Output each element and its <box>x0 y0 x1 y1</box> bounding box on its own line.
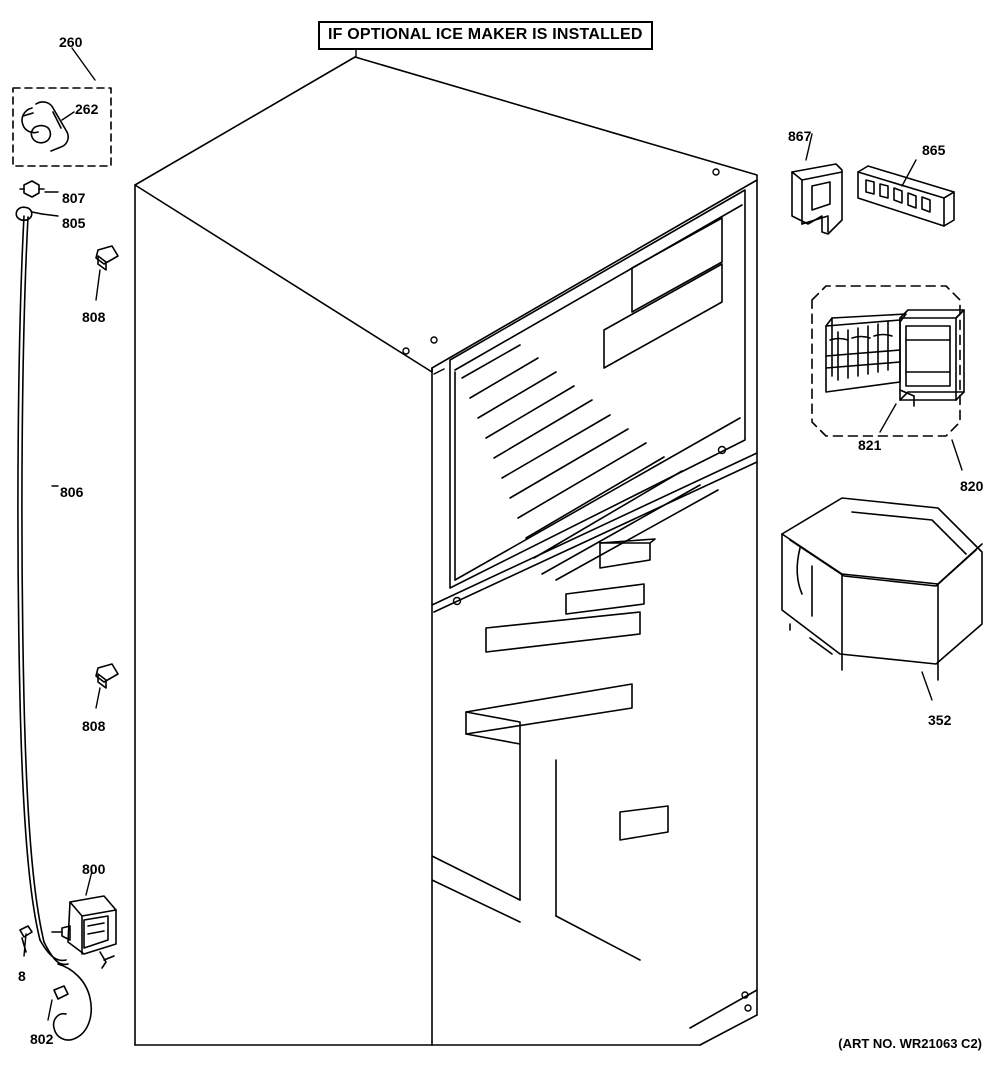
callout-800: 800 <box>82 861 106 877</box>
callout-865: 865 <box>922 142 946 158</box>
part-867-ice-chute <box>792 134 842 234</box>
part-352-ice-bucket <box>782 498 982 700</box>
art-number: (ART NO. WR21063 C2) <box>838 1036 982 1051</box>
callout-260: 260 <box>59 34 83 50</box>
part-820-group <box>812 286 964 470</box>
part-808-clamp-top <box>96 246 118 300</box>
part-807 <box>20 181 58 197</box>
callout-808: 808 <box>82 309 106 325</box>
fresh-food-shelves <box>432 539 668 960</box>
callout-820: 820 <box>960 478 984 494</box>
callout-262: 262 <box>75 101 99 117</box>
callout-807: 807 <box>62 190 86 206</box>
callout-867: 867 <box>788 128 812 144</box>
callout-802: 802 <box>30 1031 54 1047</box>
callout-806: 806 <box>60 484 84 500</box>
part-865-fill-trough <box>858 160 954 226</box>
part-802-tube-loop <box>48 964 91 1040</box>
callout-8: 8 <box>18 968 26 984</box>
part-805 <box>16 207 58 220</box>
part-808-clamp-bottom <box>96 664 118 708</box>
callout-352: 352 <box>928 712 952 728</box>
callout-821: 821 <box>858 437 882 453</box>
refrigerator-cabinet-outline <box>135 57 757 1045</box>
callout-808: 808 <box>82 718 106 734</box>
page-title: IF OPTIONAL ICE MAKER IS INSTALLED <box>318 21 653 50</box>
callout-805: 805 <box>62 215 86 231</box>
part-806-water-tube <box>18 216 68 964</box>
